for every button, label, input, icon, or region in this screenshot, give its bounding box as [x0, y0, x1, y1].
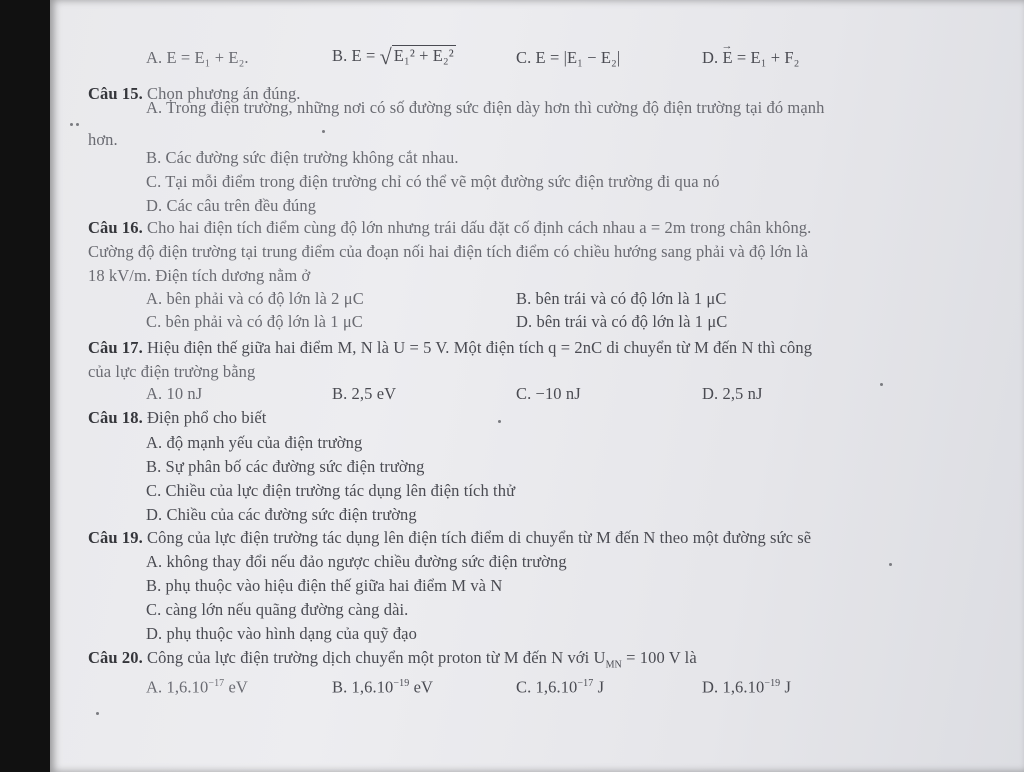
q20-option-a-unit: eV	[224, 677, 248, 697]
paper-speck	[322, 130, 325, 133]
paper-speck	[70, 123, 73, 126]
q20-stem	[88, 648, 697, 675]
q20-label: Câu 20.	[88, 648, 143, 667]
q14-option-b	[332, 44, 456, 69]
q14-option-a: A. E = E₁ + E₂.	[146, 48, 249, 67]
q20-option-d-unit: J	[780, 677, 792, 697]
q17-stem-line1	[88, 338, 812, 358]
q20-option-c-base: C. 1,6.10	[516, 677, 578, 697]
q15-option-c: C. Tại mỗi điểm trong điện trường chỉ có thể vẽ một đường sức điện trường đi qua nó	[146, 172, 720, 191]
q16-stem-line1	[88, 218, 811, 238]
q14-option-d-expr: → E = E₁ + F₂	[722, 48, 799, 68]
q19-stem-text: Công của lực điện trường tác dụng lên điện tích điểm di chuyển từ M đến N theo một đường sức sẽ	[147, 528, 812, 547]
paper-speck	[889, 563, 892, 566]
q14-option-b-prefix: B. E =	[332, 46, 376, 65]
q19-option-a: A. không thay đổi nếu đảo ngược chiều đường sức điện trường	[146, 552, 567, 571]
q20-option-d-exponent: −19	[764, 678, 781, 689]
q19-option-d: D. phụ thuộc vào hình dạng của quỹ đạo	[146, 624, 417, 643]
q17-option-b: B. 2,5 eV	[332, 384, 397, 403]
q20-option-b-exponent: −19	[393, 678, 410, 689]
paper-speck	[880, 383, 883, 386]
q16-option-b: B. bên trái và có độ lớn là 1 μC	[516, 289, 727, 308]
q18-option-d: D. Chiều của các đường sức điện trường	[146, 505, 417, 524]
q17-option-d: D. 2,5 nJ	[702, 384, 763, 403]
q20-option-b-base: B. 1,6.10	[332, 677, 394, 697]
q18-option-b: B. Sự phân bố các đường sức điện trường	[146, 457, 425, 476]
q20-option-c-unit: J	[593, 677, 605, 697]
q20-option-c-exponent: −17	[577, 678, 594, 689]
q20-option-a-base: A. 1,6.10	[146, 677, 209, 697]
q18-option-a: A. độ mạnh yếu của điện trường	[146, 433, 363, 452]
q15-stem-text: Chọn phương án đúng.	[147, 84, 301, 103]
q17-stem-text: Hiệu điện thế giữa hai điểm M, N là U = 5 V. Một điện tích q = 2nC di chuyển từ M đến N thì công	[147, 338, 813, 357]
q17-label: Câu 17.	[88, 338, 143, 357]
q20-option-a	[146, 674, 248, 698]
q19-stem	[88, 528, 811, 548]
q15-option-b: B. Các đường sức điện trường không cắt nhau.	[146, 148, 459, 167]
q17-option-c: C. −10 nJ	[516, 384, 581, 403]
paper-speck	[498, 420, 501, 423]
q20-option-c	[516, 674, 604, 698]
q18-stem	[88, 408, 267, 428]
q18-stem-text: Điện phổ cho biết	[147, 408, 267, 427]
q15-label: Câu 15.	[88, 84, 143, 103]
q20-option-a-exponent: −17	[208, 678, 225, 689]
q14-option-d	[702, 48, 800, 68]
q18-option-c: C. Chiều của lực điện trường tác dụng lên điện tích thử	[146, 481, 516, 500]
q16-label: Câu 16.	[88, 218, 143, 237]
q15-option-d: D. Các câu trên đều đúng	[146, 196, 317, 215]
paper-speck	[96, 712, 99, 715]
q19-option-c: C. càng lớn nếu quãng đường càng dài.	[146, 600, 409, 619]
paper-speck	[76, 123, 79, 126]
q16-stem-line2: Cường độ điện trường tại trung điểm của đoạn nối hai điện tích điểm có chiều hướng sang phải và độ lớn là	[88, 242, 809, 261]
q20-option-d	[702, 674, 791, 698]
q16-stem-line3: 18 kV/m. Điện tích dương nằm ở	[88, 266, 311, 285]
q16-option-d: D. bên trái và có độ lớn là 1 μC	[516, 312, 728, 331]
q20-stem-tail: = 100 V là	[621, 648, 697, 667]
q14-option-d-prefix: D.	[702, 48, 719, 67]
q15-option-a-cont: hơn.	[88, 130, 118, 149]
q14-option-c: C. E = |E₁ − E₂|	[516, 48, 621, 67]
q20-option-d-base: D. 1,6.10	[702, 677, 765, 697]
q19-option-b: B. phụ thuộc vào hiệu điện thế giữa hai điểm M và N	[146, 576, 503, 595]
exam-page	[50, 0, 1024, 772]
q16-stem-text: Cho hai điện tích điểm cùng độ lớn nhưng trái dấu đặt cố định cách nhau a = 2m trong chân không.	[147, 218, 812, 237]
q14-option-b-radicand: E₁² + E₂²	[393, 46, 454, 65]
q20-option-b	[332, 674, 433, 698]
q20-stem-subscript: MN	[605, 659, 622, 671]
q20-stem-text: Công của lực điện trường dịch chuyển một proton từ M đến N với U	[147, 648, 606, 667]
q19-label: Câu 19.	[88, 528, 143, 547]
q15-option-a: A. Trong điện trường, những nơi có số đường sức điện dày hơn thì cường độ điện trường tại đó mạnh	[146, 98, 825, 117]
sqrt-symbol: √	[379, 44, 392, 69]
q17-option-a: A. 10 nJ	[146, 384, 203, 403]
q16-option-c: C. bên phải và có độ lớn là 1 μC	[146, 312, 363, 331]
q20-option-b-unit: eV	[409, 677, 434, 697]
q18-label: Câu 18.	[88, 408, 143, 427]
q16-option-a: A. bên phải và có độ lớn là 2 μC	[146, 289, 364, 308]
q17-stem-line2: của lực điện trường bằng	[88, 362, 256, 381]
